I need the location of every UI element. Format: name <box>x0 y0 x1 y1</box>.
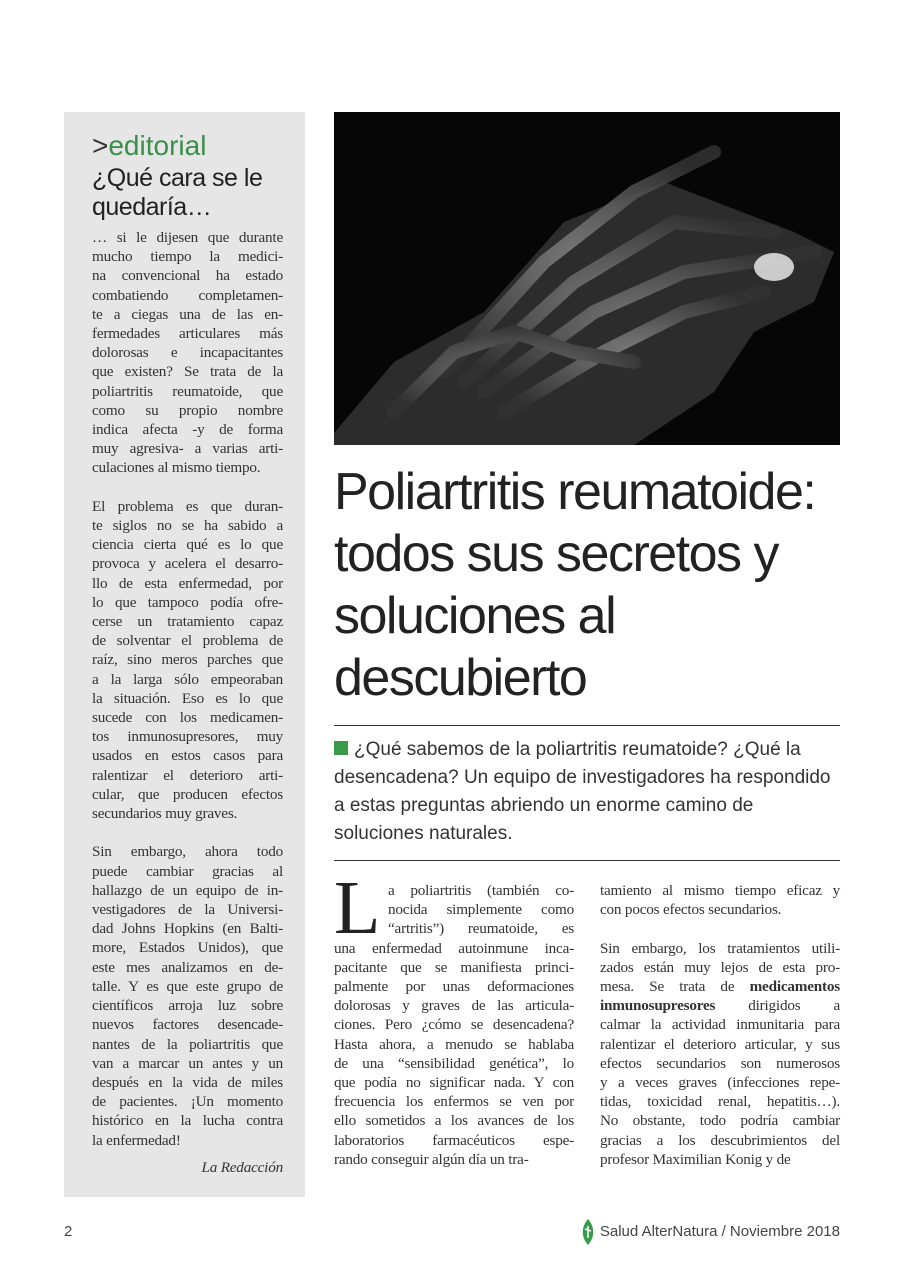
text-line: tos inmunosupresores, muy <box>92 728 283 746</box>
text-line: histórico en la lucha contra <box>92 1112 283 1130</box>
text-line: indica afecta -y de forma <box>92 421 283 439</box>
article-deck <box>334 736 840 848</box>
text-line: nuevos factores desencade- <box>92 1016 283 1034</box>
text-line: la situación. Eso es lo que <box>92 689 283 707</box>
drop-cap: L <box>334 866 381 950</box>
text-line: que podía no significar nada. Y con <box>334 1074 574 1092</box>
text-line: poliartritis reumatoide, que <box>92 382 283 400</box>
section-kicker <box>92 130 283 162</box>
text-line: inmunosupresores dirigidos a <box>600 997 840 1015</box>
text-line: na convencional ha estado <box>92 267 283 285</box>
text-line: ciones. Pero ¿cómo se desencadena? <box>334 1016 574 1034</box>
text-line: sucede con los medicamen- <box>92 709 283 727</box>
text-line: talle. Y es que este grupo de <box>92 977 283 995</box>
kicker-label: editorial <box>108 130 207 161</box>
text-line: palmente por unas deformaciones <box>334 978 574 996</box>
publication-footer <box>581 1219 840 1245</box>
xray-image <box>334 112 840 445</box>
text-line: nocida simplemente como <box>388 901 574 919</box>
article-headline: Poliartritis reumatoide: todos sus secretos y soluciones al descubierto <box>334 463 816 707</box>
text-line: lo que tampoco podía ofre- <box>92 593 283 611</box>
green-square-bullet <box>334 741 348 755</box>
text-line: tamiento al mismo tiempo eficaz y <box>600 882 840 899</box>
page-footer <box>64 1219 840 1245</box>
text-line: vestigadores de la Universi- <box>92 901 283 919</box>
divider-top <box>334 725 840 726</box>
text-line: científicos arroja luz sobre <box>92 997 283 1015</box>
text-line: frecuencia los enfermos se ven por <box>334 1093 574 1111</box>
editorial-title: ¿Qué cara se le quedaría… <box>92 164 263 221</box>
text-line: mucho tiempo la medici- <box>92 248 283 266</box>
text-line: usados en estos casos para <box>92 747 283 765</box>
text-line: secundarios muy graves. <box>92 805 238 823</box>
page-number: 2 <box>64 1223 73 1241</box>
publication-name: Salud AlterNatura / Noviembre 2018 <box>599 1223 840 1241</box>
text-line: fermedades articulares más <box>92 325 283 343</box>
text-line: te a ciegas una de las en- <box>92 305 283 323</box>
text-line: provoca y acelera el desarro- <box>92 555 283 573</box>
text-line: culaciones al mismo tiempo. <box>92 459 261 477</box>
editorial-sidebar <box>64 112 305 1197</box>
text-line: dolorosas y graves de las articula- <box>334 997 574 1015</box>
divider-bottom <box>334 860 840 861</box>
text-line: con pocos efectos secundarios. <box>600 901 782 919</box>
text-line: llo de esta enfermedad, por <box>92 574 283 592</box>
paragraph-gap <box>600 919 840 938</box>
text-line: como su propio nombre <box>92 401 283 419</box>
text-line: No obstante, todo podría cambiar <box>600 1112 840 1130</box>
text-line: Hasta ahora, a menudo se hablaba <box>334 1035 574 1053</box>
text-line: tidas, toxicidad renal, hepatitis…). <box>600 1093 840 1111</box>
kicker-arrow: > <box>92 130 109 161</box>
article-column-1-wrap <box>334 866 574 1169</box>
text-line: cular, que producen efectos <box>92 785 283 803</box>
paragraph-gap <box>92 823 283 842</box>
text-line: more, Estados Unidos), que <box>92 939 283 957</box>
text-line: este mes analizamos en de- <box>92 958 283 976</box>
text-line: ralentizar el deterioro articular, y sus <box>600 1035 840 1053</box>
article-column-2 <box>600 881 840 1169</box>
text-line: ciencia cierta qué es lo que <box>92 536 283 554</box>
text-line: una enfermedad autoinmune inca- <box>334 939 574 957</box>
text-line: cerse un tratamiento capaz <box>92 613 283 631</box>
text-line: de una “sensibilidad genética”, lo <box>334 1054 574 1072</box>
text-line: ralentizar el deterioro arti- <box>92 766 283 784</box>
text-line: rando conseguir algún día un tra- <box>334 1150 529 1168</box>
text-line: la enfermedad! <box>92 1131 181 1149</box>
text-line: calmar la actividad inmunitaria para <box>600 1016 840 1034</box>
text-line: gracias a los descubrimientos del <box>600 1131 840 1149</box>
bold-term: inmunosupresores <box>600 997 716 1015</box>
text-line: … si le dijesen que durante <box>92 229 283 246</box>
text-line: “artritis”) reumatoide, es <box>388 920 574 938</box>
leaf-logo-icon <box>581 1219 595 1245</box>
text-line: nantes de la poliartritis que <box>92 1035 283 1053</box>
text-line: van a marcar un antes y un <box>92 1054 283 1072</box>
text-line: Sin embargo, los tratamientos utili- <box>600 939 840 957</box>
text-line: El problema es que duran- <box>92 497 283 515</box>
text-line: te siglos no se ha sabido a <box>92 517 283 535</box>
text-line: dolorosas e incapacitantes <box>92 344 283 362</box>
text-line: zados están muy lejos de esta pro- <box>600 958 840 976</box>
text-line: a poliartritis (también co- <box>388 882 574 899</box>
text-line: efectos secundarios son numerosos <box>600 1054 840 1072</box>
text-line: de pacientes. ¡Un momento <box>92 1093 283 1111</box>
article <box>334 112 840 1169</box>
text-line: de solventar el problema de <box>92 632 283 650</box>
text-line: laboratorios farmacéuticos espe- <box>334 1131 574 1149</box>
text-line: a la larga sólo empeoraban <box>92 670 283 688</box>
text-line: y a veces graves (infecciones repe- <box>600 1074 840 1092</box>
text-line: Sin embargo, ahora todo <box>92 843 283 861</box>
hand-xray-photo <box>334 112 840 445</box>
text-line: combatiendo completamen- <box>92 286 283 304</box>
text-line: hallazgo de un equipo de in- <box>92 881 283 899</box>
bold-term: medicamentos <box>749 978 840 995</box>
editorial-body <box>92 228 283 1150</box>
text-line: ello sometidos a los avances de los <box>334 1112 574 1130</box>
text-line: dad Johns Hopkins (en Balti- <box>92 920 283 938</box>
text-line: mesa. Se trata de medicamentos <box>600 978 840 995</box>
paragraph-gap <box>92 478 283 497</box>
text-line: que existen? Se trata de la <box>92 363 283 381</box>
page-main <box>64 112 840 1197</box>
text-line: pacitante que se manifiesta princi- <box>334 958 574 976</box>
text-line: muy agresiva- a varias arti- <box>92 440 283 458</box>
text-line: profesor Maximilian Konig y de <box>600 1150 791 1168</box>
text-line: raíz, sino meros parches que <box>92 651 283 669</box>
deck-text: ¿Qué sabemos de la poliartritis reumatoide? ¿Qué la desencadena? Un equipo de investigadores ha respondido a estas preguntas abriendo un enorme camino de soluciones naturales. <box>334 739 831 844</box>
article-body <box>334 866 840 1169</box>
signature: La Redacción <box>201 1158 283 1176</box>
text-line: después en la vida de miles <box>92 1073 283 1091</box>
text-line: puede cambiar gracias al <box>92 862 283 880</box>
